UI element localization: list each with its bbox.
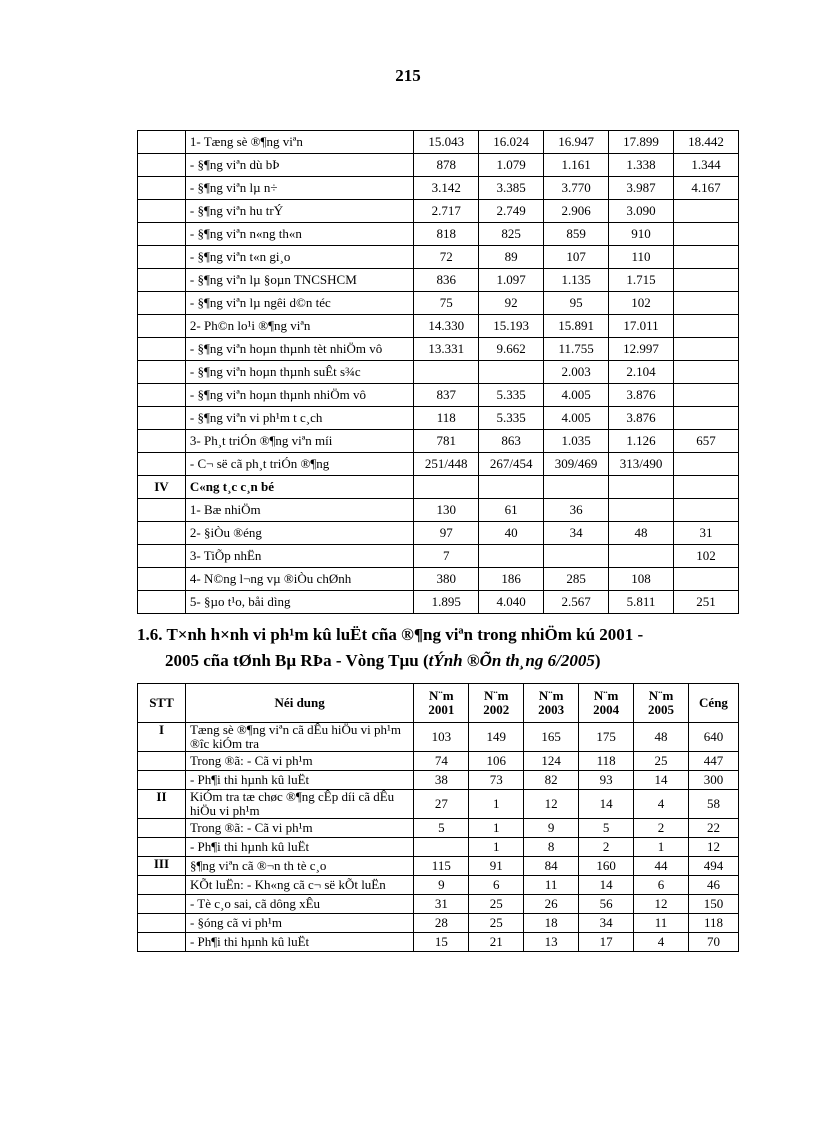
row-value: 1.338 bbox=[609, 154, 674, 177]
party-member-statistics-table bbox=[137, 130, 739, 614]
table-row bbox=[138, 361, 739, 384]
row-value: 1.126 bbox=[609, 430, 674, 453]
row-content: - §¶ng viªn hoµn thµnh suÊt s¾c bbox=[185, 361, 413, 384]
row-value: 11.755 bbox=[544, 338, 609, 361]
row-value: 2.003 bbox=[544, 361, 609, 384]
row-value: 17.899 bbox=[609, 131, 674, 154]
row-value: 36 bbox=[544, 499, 609, 522]
row-stt bbox=[138, 154, 186, 177]
row-value: 70 bbox=[688, 933, 738, 952]
row-value: 18 bbox=[524, 914, 579, 933]
row-content: - §¶ng viªn hoµn thµnh tèt nhiÖm vô bbox=[185, 338, 413, 361]
row-stt bbox=[138, 177, 186, 200]
row-value: 1.161 bbox=[544, 154, 609, 177]
row-value: 72 bbox=[414, 246, 479, 269]
row-content: 1- Bæ nhiÖm bbox=[185, 499, 413, 522]
row-value: 1 bbox=[469, 838, 524, 857]
row-content: 5- §µo t¹o, båi dìng bbox=[185, 591, 413, 614]
row-stt bbox=[138, 522, 186, 545]
row-value: 3.876 bbox=[609, 384, 674, 407]
row-value bbox=[674, 315, 739, 338]
row-value: 34 bbox=[544, 522, 609, 545]
row-value: 150 bbox=[688, 895, 738, 914]
row-value bbox=[674, 246, 739, 269]
table-row bbox=[138, 315, 739, 338]
row-value: 17 bbox=[579, 933, 634, 952]
row-value: 5.335 bbox=[479, 384, 544, 407]
row-content: - §¶ng viªn lµ n÷ bbox=[185, 177, 413, 200]
row-content: - Ph¶i thi hµnh kû luËt bbox=[185, 771, 413, 790]
row-value: 837 bbox=[414, 384, 479, 407]
table-row bbox=[138, 895, 739, 914]
row-content: 3- TiÕp nhËn bbox=[185, 545, 413, 568]
row-value: 4 bbox=[634, 790, 689, 819]
row-value: 15.891 bbox=[544, 315, 609, 338]
row-value: 124 bbox=[524, 752, 579, 771]
row-value: 75 bbox=[414, 292, 479, 315]
row-value bbox=[479, 545, 544, 568]
row-stt bbox=[138, 430, 186, 453]
row-value: 309/469 bbox=[544, 453, 609, 476]
row-value: 1 bbox=[469, 790, 524, 819]
row-value bbox=[414, 361, 479, 384]
row-value: 13.331 bbox=[414, 338, 479, 361]
row-value: 447 bbox=[688, 752, 738, 771]
row-value: 4 bbox=[634, 933, 689, 952]
row-value: 5 bbox=[579, 819, 634, 838]
row-stt bbox=[138, 200, 186, 223]
row-value: 102 bbox=[674, 545, 739, 568]
row-value: 118 bbox=[688, 914, 738, 933]
table-header-row bbox=[138, 684, 739, 723]
row-value: 44 bbox=[634, 857, 689, 876]
table-row bbox=[138, 771, 739, 790]
row-value: 31 bbox=[674, 522, 739, 545]
row-stt bbox=[138, 315, 186, 338]
row-value: 5 bbox=[414, 819, 469, 838]
row-value: 38 bbox=[414, 771, 469, 790]
header-year-2003: N¨m 2003 bbox=[524, 684, 579, 723]
row-value: 14 bbox=[579, 790, 634, 819]
row-stt bbox=[138, 223, 186, 246]
row-value: 91 bbox=[469, 857, 524, 876]
row-value: 5.811 bbox=[609, 591, 674, 614]
row-content: 2- Ph©n lo¹i ®¶ng viªn bbox=[185, 315, 413, 338]
table-row bbox=[138, 723, 739, 752]
row-value: 2.717 bbox=[414, 200, 479, 223]
row-value: 313/490 bbox=[609, 453, 674, 476]
row-content: Tæng sè ®¶ng viªn cã dÊu hiÖu vi ph¹m ®îc kiÓm tra bbox=[185, 723, 413, 752]
row-value bbox=[674, 292, 739, 315]
row-content: - §¶ng viªn vi ph¹m t c¸ch bbox=[185, 407, 413, 430]
table-row bbox=[138, 292, 739, 315]
row-value: 6 bbox=[634, 876, 689, 895]
row-value bbox=[414, 476, 479, 499]
row-content: - C¬ së cã ph¸t triÓn ®¶ng bbox=[185, 453, 413, 476]
row-content: - §¶ng viªn t«n gi¸o bbox=[185, 246, 413, 269]
discipline-violations-table bbox=[137, 683, 739, 952]
header-year-2005: N¨m 2005 bbox=[634, 684, 689, 723]
row-value: 97 bbox=[414, 522, 479, 545]
row-value: 149 bbox=[469, 723, 524, 752]
row-value: 160 bbox=[579, 857, 634, 876]
row-value bbox=[674, 499, 739, 522]
row-value: 300 bbox=[688, 771, 738, 790]
table-row bbox=[138, 407, 739, 430]
row-value: 102 bbox=[609, 292, 674, 315]
row-value bbox=[674, 338, 739, 361]
row-value: 3.090 bbox=[609, 200, 674, 223]
row-content: 3- Ph¸t triÓn ®¶ng viªn míi bbox=[185, 430, 413, 453]
row-stt: III bbox=[138, 857, 186, 876]
row-content: - Ph¶i thi hµnh kû luËt bbox=[185, 933, 413, 952]
row-value: 4.005 bbox=[544, 407, 609, 430]
heading-line2: 2005 cña tØnh Bµ RÞa - Vòng Tµu (tÝnh ®Õn th¸ng 6/2005) bbox=[165, 651, 601, 670]
row-value bbox=[479, 476, 544, 499]
row-value: 108 bbox=[609, 568, 674, 591]
row-value: 14 bbox=[634, 771, 689, 790]
row-value: 92 bbox=[479, 292, 544, 315]
row-value bbox=[674, 200, 739, 223]
row-value: 1.097 bbox=[479, 269, 544, 292]
row-value bbox=[674, 453, 739, 476]
row-value bbox=[609, 545, 674, 568]
row-value: 14 bbox=[579, 876, 634, 895]
table-row bbox=[138, 131, 739, 154]
row-value: 836 bbox=[414, 269, 479, 292]
row-value: 818 bbox=[414, 223, 479, 246]
row-value: 1 bbox=[634, 838, 689, 857]
row-value: 9.662 bbox=[479, 338, 544, 361]
table-row bbox=[138, 876, 739, 895]
row-content: §¶ng viªn cã ®¬n th tè c¸o bbox=[185, 857, 413, 876]
row-stt bbox=[138, 338, 186, 361]
row-value bbox=[674, 568, 739, 591]
row-content: - Ph¶i thi hµnh kû luËt bbox=[185, 838, 413, 857]
section-heading bbox=[137, 622, 739, 674]
row-value bbox=[674, 384, 739, 407]
row-value bbox=[544, 545, 609, 568]
row-value: 380 bbox=[414, 568, 479, 591]
row-value: 2.104 bbox=[609, 361, 674, 384]
row-value: 25 bbox=[469, 914, 524, 933]
header-year-2001: N¨m 2001 bbox=[414, 684, 469, 723]
header-year-2002: N¨m 2002 bbox=[469, 684, 524, 723]
table-row bbox=[138, 857, 739, 876]
row-content: - §¶ng viªn lµ ngêi d©n téc bbox=[185, 292, 413, 315]
row-value: 103 bbox=[414, 723, 469, 752]
table-row bbox=[138, 430, 739, 453]
row-stt: I bbox=[138, 723, 186, 752]
row-content: - §óng cã vi ph¹m bbox=[185, 914, 413, 933]
row-value bbox=[609, 499, 674, 522]
row-value: 1.035 bbox=[544, 430, 609, 453]
table-row bbox=[138, 269, 739, 292]
row-stt bbox=[138, 876, 186, 895]
row-value: 3.385 bbox=[479, 177, 544, 200]
heading-date-note: tÝnh ®Õn th¸ng 6/2005 bbox=[428, 651, 595, 670]
row-value: 118 bbox=[414, 407, 479, 430]
row-value: 107 bbox=[544, 246, 609, 269]
row-value: 15 bbox=[414, 933, 469, 952]
row-value: 16.947 bbox=[544, 131, 609, 154]
table-row bbox=[138, 568, 739, 591]
row-value: 7 bbox=[414, 545, 479, 568]
row-value: 11 bbox=[524, 876, 579, 895]
table-row bbox=[138, 453, 739, 476]
row-content: KiÓm tra tæ chøc ®¶ng cÊp díi cã dÊu hiÖu vi ph¹m bbox=[185, 790, 413, 819]
row-value: 494 bbox=[688, 857, 738, 876]
table-row bbox=[138, 476, 739, 499]
row-content: - Tè c¸o sai, cã dông xÊu bbox=[185, 895, 413, 914]
row-content: Trong ®ã: - Cã vi ph¹m bbox=[185, 752, 413, 771]
row-value: 26 bbox=[524, 895, 579, 914]
row-value: 16.024 bbox=[479, 131, 544, 154]
row-value bbox=[609, 476, 674, 499]
row-stt: II bbox=[138, 790, 186, 819]
row-stt bbox=[138, 453, 186, 476]
row-value: 12 bbox=[524, 790, 579, 819]
row-value bbox=[674, 223, 739, 246]
row-stt bbox=[138, 838, 186, 857]
row-value: 84 bbox=[524, 857, 579, 876]
row-value: 1.079 bbox=[479, 154, 544, 177]
row-value: 15.193 bbox=[479, 315, 544, 338]
row-value: 910 bbox=[609, 223, 674, 246]
row-value: 89 bbox=[479, 246, 544, 269]
row-stt bbox=[138, 269, 186, 292]
table-row bbox=[138, 522, 739, 545]
row-value: 18.442 bbox=[674, 131, 739, 154]
row-value: 110 bbox=[609, 246, 674, 269]
row-value: 3.770 bbox=[544, 177, 609, 200]
row-content: - §¶ng viªn hu trÝ bbox=[185, 200, 413, 223]
row-value: 74 bbox=[414, 752, 469, 771]
row-value: 48 bbox=[634, 723, 689, 752]
heading-line1: 1.6. T×nh h×nh vi ph¹m kû luËt cña ®¶ng viªn trong nhiÖm kú 2001 - bbox=[137, 625, 644, 644]
row-stt bbox=[138, 407, 186, 430]
table-row bbox=[138, 790, 739, 819]
row-value: 11 bbox=[634, 914, 689, 933]
row-value: 2.906 bbox=[544, 200, 609, 223]
row-value: 9 bbox=[524, 819, 579, 838]
row-value bbox=[674, 361, 739, 384]
table-row bbox=[138, 338, 739, 361]
row-value: 2 bbox=[634, 819, 689, 838]
row-value: 9 bbox=[414, 876, 469, 895]
table-row bbox=[138, 154, 739, 177]
row-stt bbox=[138, 361, 186, 384]
row-stt bbox=[138, 771, 186, 790]
row-content: KÕt luËn: - Kh«ng cã c¬ së kÕt luËn bbox=[185, 876, 413, 895]
row-value: 2.567 bbox=[544, 591, 609, 614]
row-value: 1.895 bbox=[414, 591, 479, 614]
row-value: 56 bbox=[579, 895, 634, 914]
table-row bbox=[138, 914, 739, 933]
row-value: 3.876 bbox=[609, 407, 674, 430]
page-number: 215 bbox=[395, 66, 421, 85]
table-row bbox=[138, 384, 739, 407]
row-value: 22 bbox=[688, 819, 738, 838]
row-value: 27 bbox=[414, 790, 469, 819]
row-content: C«ng t¸c c¸n bé bbox=[185, 476, 413, 499]
row-value: 12 bbox=[688, 838, 738, 857]
row-value: 14.330 bbox=[414, 315, 479, 338]
row-stt bbox=[138, 384, 186, 407]
row-value: 28 bbox=[414, 914, 469, 933]
row-value: 48 bbox=[609, 522, 674, 545]
row-stt bbox=[138, 292, 186, 315]
row-value bbox=[674, 269, 739, 292]
row-value bbox=[414, 838, 469, 857]
row-stt bbox=[138, 545, 186, 568]
row-value: 12 bbox=[634, 895, 689, 914]
row-value: 95 bbox=[544, 292, 609, 315]
row-stt bbox=[138, 499, 186, 522]
row-value: 285 bbox=[544, 568, 609, 591]
row-value: 17.011 bbox=[609, 315, 674, 338]
row-stt bbox=[138, 933, 186, 952]
row-content: 1- Tæng sè ®¶ng viªn bbox=[185, 131, 413, 154]
row-value: 5.335 bbox=[479, 407, 544, 430]
row-stt bbox=[138, 752, 186, 771]
row-value bbox=[674, 476, 739, 499]
row-value: 46 bbox=[688, 876, 738, 895]
row-value: 1.715 bbox=[609, 269, 674, 292]
row-content: - §¶ng viªn dù bÞ bbox=[185, 154, 413, 177]
row-value: 13 bbox=[524, 933, 579, 952]
row-value: 73 bbox=[469, 771, 524, 790]
row-value: 82 bbox=[524, 771, 579, 790]
row-value: 657 bbox=[674, 430, 739, 453]
header-stt: STT bbox=[138, 684, 186, 723]
table-row bbox=[138, 246, 739, 269]
row-stt bbox=[138, 131, 186, 154]
row-value: 15.043 bbox=[414, 131, 479, 154]
row-value: 825 bbox=[479, 223, 544, 246]
table-row bbox=[138, 499, 739, 522]
row-value: 175 bbox=[579, 723, 634, 752]
row-stt bbox=[138, 819, 186, 838]
table-row bbox=[138, 591, 739, 614]
row-content: Trong ®ã: - Cã vi ph¹m bbox=[185, 819, 413, 838]
row-stt bbox=[138, 914, 186, 933]
row-value: 878 bbox=[414, 154, 479, 177]
row-value: 25 bbox=[634, 752, 689, 771]
row-value: 186 bbox=[479, 568, 544, 591]
row-value bbox=[544, 476, 609, 499]
row-stt bbox=[138, 591, 186, 614]
row-content: 2- §iÒu ®éng bbox=[185, 522, 413, 545]
row-value: 2 bbox=[579, 838, 634, 857]
row-value: 93 bbox=[579, 771, 634, 790]
row-value: 4.167 bbox=[674, 177, 739, 200]
row-value: 61 bbox=[479, 499, 544, 522]
row-value: 34 bbox=[579, 914, 634, 933]
row-content: 4- N©ng l¬ng vµ ®iÒu chØnh bbox=[185, 568, 413, 591]
table-row bbox=[138, 177, 739, 200]
row-value: 1.344 bbox=[674, 154, 739, 177]
table-row bbox=[138, 223, 739, 246]
table-row bbox=[138, 933, 739, 952]
row-value: 25 bbox=[469, 895, 524, 914]
row-value: 4.005 bbox=[544, 384, 609, 407]
row-value: 118 bbox=[579, 752, 634, 771]
row-value: 115 bbox=[414, 857, 469, 876]
table-row bbox=[138, 752, 739, 771]
row-value: 267/454 bbox=[479, 453, 544, 476]
row-value: 4.040 bbox=[479, 591, 544, 614]
row-value: 2.749 bbox=[479, 200, 544, 223]
table-row bbox=[138, 819, 739, 838]
row-value bbox=[479, 361, 544, 384]
row-stt bbox=[138, 895, 186, 914]
row-value: 3.987 bbox=[609, 177, 674, 200]
row-value bbox=[674, 407, 739, 430]
row-value: 40 bbox=[479, 522, 544, 545]
row-value: 251/448 bbox=[414, 453, 479, 476]
row-stt: IV bbox=[138, 476, 186, 499]
row-value: 12.997 bbox=[609, 338, 674, 361]
row-value: 165 bbox=[524, 723, 579, 752]
header-total: Céng bbox=[688, 684, 738, 723]
row-value: 8 bbox=[524, 838, 579, 857]
table-row bbox=[138, 200, 739, 223]
row-value: 859 bbox=[544, 223, 609, 246]
row-value: 6 bbox=[469, 876, 524, 895]
row-content: - §¶ng viªn lµ §oµn TNCSHCM bbox=[185, 269, 413, 292]
row-value: 781 bbox=[414, 430, 479, 453]
row-value: 31 bbox=[414, 895, 469, 914]
row-content: - §¶ng viªn n«ng th«n bbox=[185, 223, 413, 246]
table-row bbox=[138, 545, 739, 568]
row-value: 1.135 bbox=[544, 269, 609, 292]
row-value: 640 bbox=[688, 723, 738, 752]
row-stt bbox=[138, 246, 186, 269]
header-year-2004: N¨m 2004 bbox=[579, 684, 634, 723]
row-value: 3.142 bbox=[414, 177, 479, 200]
row-value: 251 bbox=[674, 591, 739, 614]
row-content: - §¶ng viªn hoµn thµnh nhiÖm vô bbox=[185, 384, 413, 407]
header-content: Néi dung bbox=[185, 684, 413, 723]
table-row bbox=[138, 838, 739, 857]
row-value: 1 bbox=[469, 819, 524, 838]
row-value: 58 bbox=[688, 790, 738, 819]
row-value: 21 bbox=[469, 933, 524, 952]
row-value: 130 bbox=[414, 499, 479, 522]
row-value: 863 bbox=[479, 430, 544, 453]
row-stt bbox=[138, 568, 186, 591]
row-value: 106 bbox=[469, 752, 524, 771]
